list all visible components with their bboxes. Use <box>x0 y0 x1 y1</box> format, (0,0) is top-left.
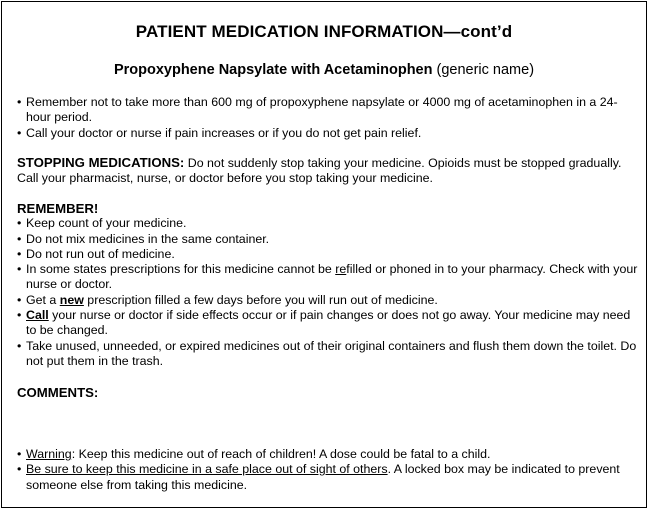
medication-info-sheet <box>1 1 647 508</box>
footer-warnings <box>17 447 642 493</box>
remember-list <box>17 216 642 369</box>
generic-name-note: (generic name) <box>436 62 535 78</box>
list-item <box>17 293 642 308</box>
list-item: • Do not mix medicines in the same container. <box>17 232 642 247</box>
dosage-section <box>17 95 642 141</box>
call-emphasis: Call <box>26 308 49 323</box>
list-item <box>17 262 642 293</box>
list-item <box>17 308 642 339</box>
re-underlined: re <box>335 262 347 277</box>
comments-section <box>17 385 642 400</box>
remember-section <box>17 201 642 369</box>
list-item: • Take unused, unneeded, or expired medicines out of their original containers and flush them down the toilet. Do not put them in the trash. <box>17 339 642 370</box>
list-item-text: filled or phoned in to your pharmacy. Check with your nurse or doctor. <box>26 262 638 292</box>
stopping-text: Do not suddenly stop taking your medicine. Opioids must be stopped gradually. Call your pharmacist, nurse, or doctor before you stop taking your medicine. <box>17 156 622 186</box>
list-item-text: In some states prescriptions for this medicine cannot be <box>26 262 336 277</box>
safe-storage-text: . A locked box may be indicated to prevent someone else from taking this medicine. <box>26 462 620 492</box>
list-item: • Do not run out of medicine. <box>17 247 642 262</box>
page-title: PATIENT MEDICATION INFORMATION—cont’d <box>135 22 513 41</box>
dosage-limit-item: • Remember not to take more than 600 mg of propoxyphene napsylate or 4000 mg of acetaminophen in a 24-hour period. <box>17 95 642 126</box>
warning-text: : Keep this medicine out of reach of children! A dose could be fatal to a child. <box>71 447 491 461</box>
list-item: • Keep count of your medicine. <box>17 216 642 231</box>
stopping-heading: STOPPING MEDICATIONS: <box>17 155 185 170</box>
warning-label: Warning <box>26 447 72 461</box>
child-warning-item <box>17 447 642 462</box>
safe-storage-item <box>17 462 642 493</box>
safe-storage-underlined: Be sure to keep this medicine in a safe place out of sight of others <box>26 462 388 477</box>
list-item-text: prescription filled a few days before you will run out of medicine. <box>83 292 438 307</box>
comments-heading: COMMENTS: <box>17 385 99 400</box>
list-item-text: Get a <box>26 292 60 307</box>
pain-relief-item: • Call your doctor or nurse if pain increases or if you do not get pain relief. <box>17 126 642 141</box>
stopping-section <box>17 155 642 187</box>
list-item-text: your nurse or doctor if side effects occur or if pain changes or does not go away. Your medicine may need to be changed. <box>26 308 631 338</box>
new-emphasis: new <box>59 292 84 307</box>
drug-subtitle <box>2 62 646 78</box>
warnings-list <box>17 447 642 493</box>
drug-name: Propoxyphene Napsylate with Acetaminophen <box>113 62 433 78</box>
dosage-list <box>17 95 642 141</box>
remember-heading: REMEMBER! <box>17 201 99 216</box>
